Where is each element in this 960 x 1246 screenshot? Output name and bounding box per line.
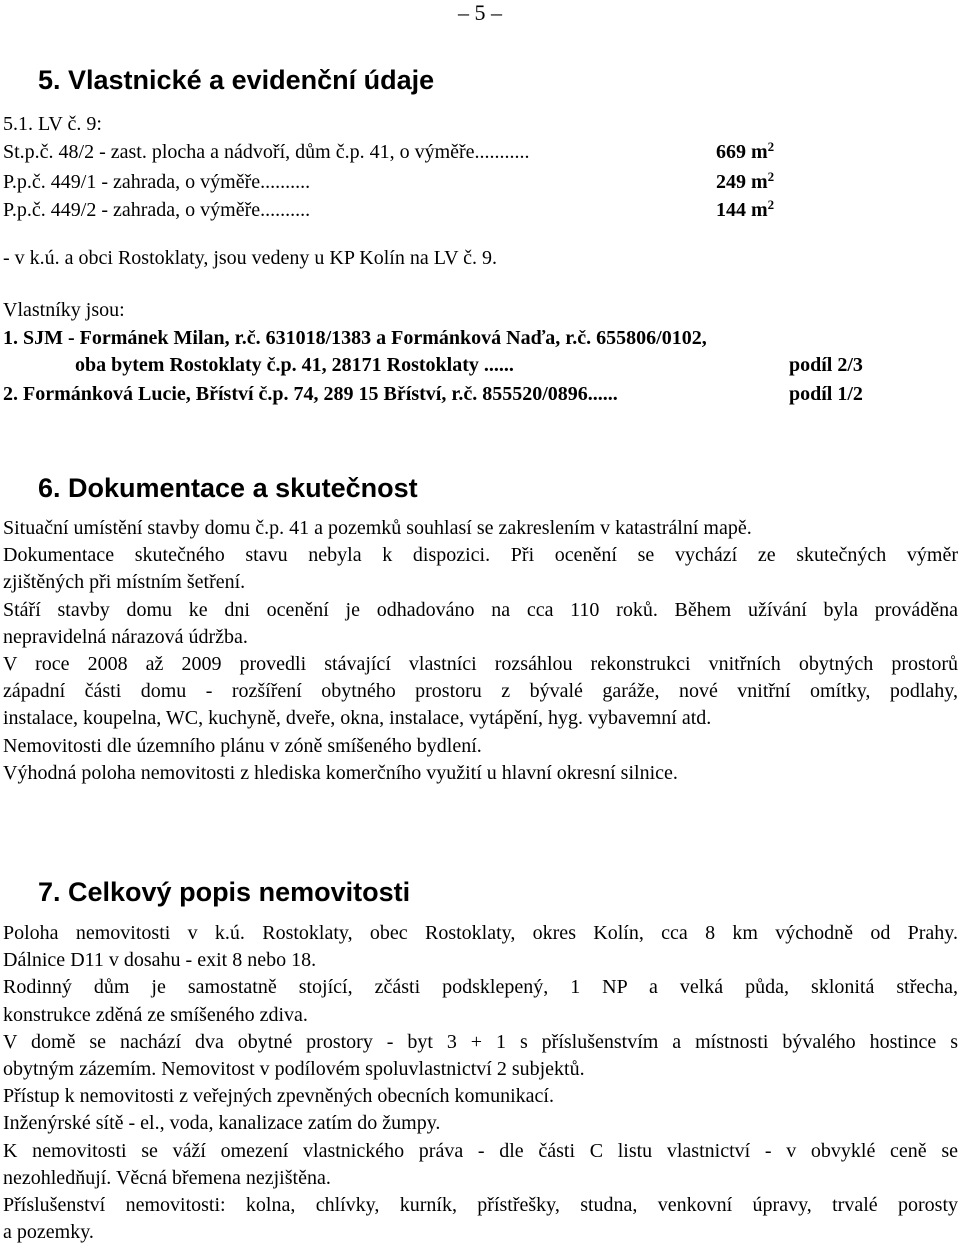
owner-1-share: podíl 2/3 bbox=[789, 354, 863, 376]
owner-2-line: 2. Formánková Lucie, Bříství č.p. 74, 289 15 Bříství, r.č. 855520/0896...... bbox=[3, 383, 618, 405]
parcel-1-area: 669 $m^2$ bbox=[716, 139, 775, 163]
paragraph-line: zjištěných při místním šetření. bbox=[3, 571, 246, 594]
paragraph-line: V domě se nachází dva obytné prostory - byt 3 + 1 s příslušenstvím a místnosti bývalého hostince s bbox=[3, 1030, 958, 1053]
paragraph-line: Dálnice D11 v dosahu - exit 8 nebo 18. bbox=[3, 949, 317, 972]
section-5-heading: 5. Vlastnické a evidenční údaje bbox=[38, 65, 435, 95]
paragraph-line: Výhodná poloha nemovitosti z hlediska komerčního využití u hlavní okresní silnice. bbox=[3, 761, 678, 784]
section-6-heading: 6. Dokumentace a skutečnost bbox=[38, 473, 418, 503]
owners-heading: Vlastníky jsou: bbox=[3, 299, 125, 321]
cadastre-note: - v k.ú. a obci Rostoklaty, jsou vedeny u KP Kolín na LV č. 9. bbox=[3, 247, 498, 269]
paragraph-line: západní části domu - rozšíření obytného prostoru z bývalé garáže, nové vnitřní omítky, podlahy, bbox=[3, 680, 958, 703]
paragraph-line: Dokumentace skutečného stavu nebyla k dispozici. Při ocenění se vychází ze skutečných výměr bbox=[3, 544, 958, 567]
paragraph-line: instalace, koupelna, WC, kuchyně, dveře, okna, instalace, vytápění, hyg. vybavemní atd. bbox=[3, 707, 712, 730]
parcel-3-area: 144 $m^2$ bbox=[716, 197, 775, 221]
parcel-3-label: P.p.č. 449/2 - zahrada, o výměře.......... bbox=[3, 199, 311, 221]
page-number: – 5 – bbox=[458, 0, 502, 25]
paragraph-line: nezohledňují. Věcná břemena nezjištěna. bbox=[3, 1166, 331, 1189]
paragraph-line: Inženýrské sítě - el., voda, kanalizace zatím do žumpy. bbox=[3, 1112, 441, 1135]
paragraph-line: Příslušenství nemovitosti: kolna, chlívky, kurník, přístřešky, studna, venkovní úpravy, trvalé porosty bbox=[3, 1194, 958, 1217]
paragraph-line: obytným zázemím. Nemovitost v podílovém spoluvlastnictví 2 subjektů. bbox=[3, 1058, 585, 1081]
section-7-heading: 7. Celkový popis nemovitosti bbox=[38, 877, 411, 907]
paragraph-line: Situační umístění stavby domu č.p. 41 a pozemků souhlasí se zakreslením v katastrální mapě. bbox=[3, 517, 752, 539]
section-6-body bbox=[3, 515, 958, 787]
paragraph-line: konstrukce zděná ze smíšeného zdiva. bbox=[3, 1003, 308, 1026]
owner-1-line-1: 1. SJM - Formánek Milan, r.č. 631018/1383 a Formánková Naďa, r.č. 655806/0102, bbox=[3, 327, 707, 349]
paragraph-line: Rodinný dům je samostatně stojící, zčásti podsklepený, 1 NP a velká půda, sklonitá střecha, bbox=[3, 976, 958, 999]
parcel-2-label: P.p.č. 449/1 - zahrada, o výměře.......... bbox=[3, 171, 311, 193]
section-7-body bbox=[3, 920, 958, 1246]
paragraph-line: nepravidelná nárazová údržba. bbox=[3, 625, 248, 648]
paragraph-line: Přístup k nemovitosti z veřejných zpevněných obecních komunikací. bbox=[3, 1085, 554, 1108]
paragraph-line: Nemovitosti dle územního plánu v zóně smíšeného bydlení. bbox=[3, 734, 482, 757]
parcel-1-label: St.p.č. 48/2 - zast. plocha a nádvoří, dům č.p. 41, o výměře........... bbox=[3, 141, 530, 163]
paragraph-line: Poloha nemovitosti v k.ú. Rostoklaty, obec Rostoklaty, okres Kolín, cca 8 km východně od Prahy. bbox=[3, 922, 958, 944]
owner-1-line-2: oba bytem Rostoklaty č.p. 41, 28171 Rostoklaty ...... bbox=[75, 354, 514, 376]
paragraph-line: Stáří stavby domu ke dni ocenění je odhadováno na cca 110 roků. Během užívání byla prováděna bbox=[3, 598, 958, 621]
paragraph-line: a pozemky. bbox=[3, 1221, 94, 1244]
parcel-2-area: 249 $m^2$ bbox=[716, 169, 775, 193]
paragraph-line: K nemovitosti se váží omezení vlastnického práva - dle části C listu vlastnictví - v obvyklé ceně se bbox=[3, 1139, 958, 1162]
lv-heading: 5.1. LV č. 9: bbox=[3, 113, 102, 135]
owner-2-share: podíl 1/2 bbox=[789, 383, 863, 405]
paragraph-line: V roce 2008 až 2009 provedli stávající vlastníci rozsáhlou rekonstrukci vnitřních obytných prostorů bbox=[3, 653, 958, 676]
